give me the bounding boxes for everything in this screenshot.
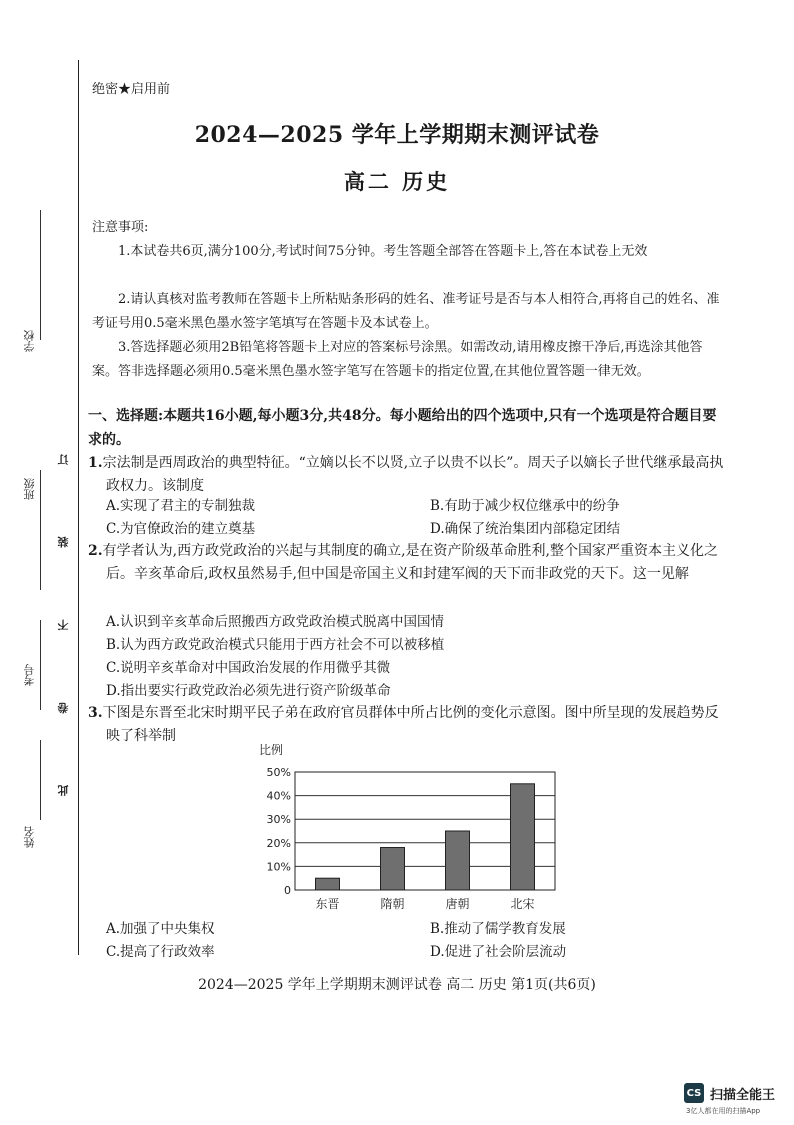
page-footer: 2024—2025 学年上学期期末测评试卷 高二 历史 第1页(共6页): [198, 977, 596, 993]
section-1-heading: 一、选择题:本题共16小题,每小题3分,共48分。每小题给出的四个选项中,只有一个选项是符合题目要求的。: [88, 408, 717, 448]
bar: [446, 831, 470, 890]
scanner-watermark: [684, 1083, 775, 1103]
scanner-logo-icon: CS: [684, 1083, 704, 1103]
exam-no-label: 考号: [23, 664, 36, 686]
x-tick-label: 唐朝: [445, 897, 470, 911]
notice-item-1: 1.本试卷共6页,满分100分,考试时间75分钟。考生答题全部答在答题卡上,答在本试卷上无效: [118, 244, 648, 259]
x-tick-label: 北宋: [510, 897, 535, 911]
school-label: 学校: [23, 330, 36, 352]
y-tick-label: 10%: [266, 860, 291, 874]
q2-option-d: D.指出要实行政党政治必须先进行资产阶级革命: [106, 683, 391, 699]
scanner-tagline: 3亿人都在用的扫描App: [686, 1107, 761, 1115]
exam-title: 2024—2025 学年上学期期末测评试卷: [194, 122, 600, 148]
q2-option-c: C.说明辛亥革命对中国政治发展的作用微乎其微: [106, 660, 391, 676]
q1-option-c: C.为官僚政治的建立奠基: [106, 521, 256, 537]
question-1: [88, 452, 724, 498]
y-tick-label: 50%: [266, 766, 291, 779]
y-axis-label: 比例: [259, 743, 284, 757]
y-tick-label: 0: [284, 884, 291, 897]
bar: [381, 848, 405, 890]
question-number: 3.: [88, 705, 103, 721]
notice-title: 注意事项:: [92, 220, 149, 235]
bar: [316, 878, 340, 890]
q1-option-d: D.确保了统治集团内部稳定团结: [430, 521, 621, 537]
school-blank: [40, 210, 41, 340]
exam-no-blank: [40, 620, 41, 710]
q3-option-a: A.加强了中央集权: [106, 921, 215, 937]
question-stem: 有学者认为,西方政党政治的兴起与其制度的确立,是在资产阶级革命胜利,整个国家严重资本主义化之后。辛亥革命后,政权虽然易手,但中国是帝国主义和封建军阀的天下而非政党的天下。这一见解: [102, 543, 718, 582]
question-2: [88, 540, 724, 586]
x-tick-label: 隋朝: [380, 897, 405, 911]
q2-option-a: A.认识到辛亥革命后照搬西方政党政治模式脱离中国国情: [106, 614, 445, 630]
class-blank: [40, 470, 41, 590]
scanner-name: 扫描全能王: [710, 1087, 776, 1103]
question-number: 1.: [88, 455, 103, 471]
name-blank: [40, 740, 41, 820]
bar: [511, 784, 535, 890]
seal-line-text: 此 卷 不 装 订: [57, 420, 70, 797]
y-tick-label: 40%: [266, 789, 291, 803]
q3-option-b: B.推动了儒学教育发展: [430, 921, 566, 937]
question-stem: 宗法制是西周政治的典型特征。“立嫡以长不以贤,立子以贵不以长”。周天子以嫡长子世代继承最高执政权力。该制度: [102, 455, 724, 494]
name-label: 姓名: [23, 826, 36, 848]
q3-option-c: C.提高了行政效率: [106, 944, 215, 960]
q1-option-a: A.实现了君主的专制独裁: [106, 498, 256, 514]
exam-subtitle: 高二 历史: [343, 169, 451, 194]
bar-chart-svg: [255, 740, 575, 915]
bar-chart: [255, 740, 575, 915]
notice-item-2: 2.请认真核对监考教师在答题卡上所粘贴条形码的姓名、准考证号是否与本人相符合,再将自己的姓名、准考证号用0.5毫米黑色墨水签字笔填写在答题卡及本试卷上。: [92, 292, 720, 331]
q2-option-b: B.认为西方政党政治模式只能用于西方社会不可以被移植: [106, 637, 445, 653]
q3-option-d: D.促进了社会阶层流动: [430, 944, 567, 960]
x-tick-label: 东晋: [315, 897, 340, 911]
y-tick-label: 30%: [266, 813, 291, 827]
confidential-mark: 绝密★启用前: [92, 82, 171, 97]
notice-item-3: 3.答选择题必须用2B铅笔将答题卡上对应的答案标号涂黑。如需改动,请用橡皮擦干净后,再选涂其他答案。答非选择题必须用0.5毫米黑色墨水签字笔写在答题卡的指定位置,在其他位置答题一律无效。: [92, 340, 703, 379]
question-number: 2.: [88, 543, 103, 559]
q1-option-b: B.有助于减少权位继承中的纷争: [430, 498, 620, 514]
question-stem: 下图是东晋至北宋时期平民子弟在政府官员群体中所占比例的变化示意图。图中所呈现的发展趋势反映了科举制: [102, 705, 719, 744]
y-tick-label: 20%: [266, 836, 291, 850]
class-label: 班级: [23, 478, 36, 500]
